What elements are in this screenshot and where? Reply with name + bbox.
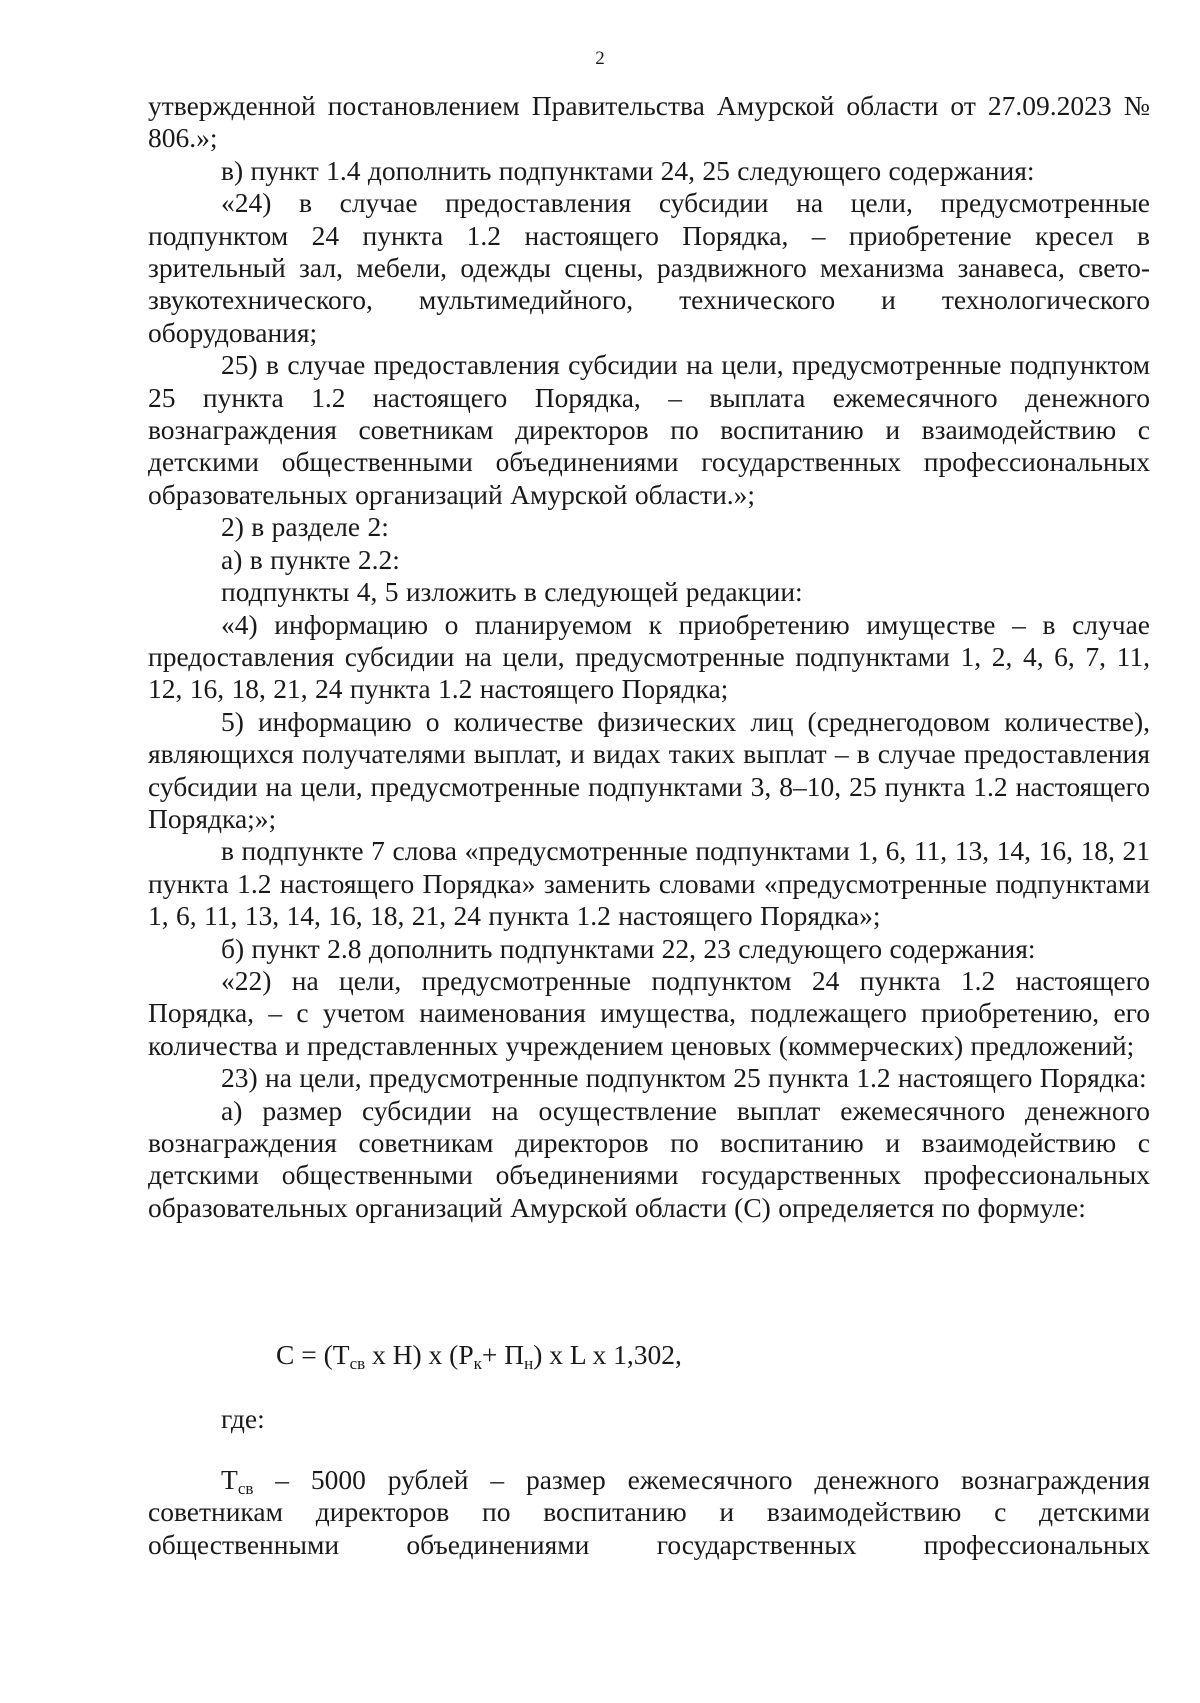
definition-text: – 5000 рублей – размер ежемесячного денежного вознаграждения советникам директоров по воспитанию и взаимодействию с детскими общественными объединениями государственных профессиональных: [148, 1464, 1150, 1560]
paragraph-subitem-22: «22) на цели, предусмотренные подпунктом 24 пункта 1.2 настоящего Порядка, – с учетом наименования имущества, подлежащего приобретению, его количества и представленных учреждением ценовых (коммерческих) предложений;: [148, 964, 1150, 1061]
paragraph-item-2-2: а) в пункте 2.2:: [221, 543, 400, 575]
definition-symbol: Т: [221, 1464, 238, 1495]
subsidy-formula: $С = (Т_{св}$ x Н) x $(Р_к+ П_н)$ x L x 1,302,: [276, 1339, 682, 1373]
paragraph-subitem-4: «4) информацию о планируемом к приобретению имуществе – в случае предоставления субсидии на цели, предусмотренные подпунктами 1, 2, 4, 6, 7, 11, 12, 16, 18, 21, 24 пункта 1.2 настоящего Порядка;: [148, 608, 1150, 705]
paragraph-subitem-23: 23) на цели, предусмотренные подпунктом 25 пункта 1.2 настоящего Порядка:: [221, 1062, 1147, 1094]
paragraph-subsidy-size: а) размер субсидии на осуществление выплат ежемесячного денежного вознаграждения советникам директоров по воспитанию и взаимодействию с детскими общественными объединениями государственных профессиональных образовательных организаций Амурской области (С) определяется по формуле:: [148, 1094, 1150, 1223]
where-label: где:: [221, 1403, 265, 1434]
paragraph-subitem-7: в подпункте 7 слова «предусмотренные подпунктами 1, 6, 11, 13, 14, 16, 18, 21 пункта 1.2 настоящего Порядка» заменить словами «предусмотренные подпунктами 1, 6, 11, 13, 14, 16, 18, 21, 24 пункта 1.2 настоящего Порядка»;: [148, 835, 1150, 932]
definition-subscript: св: [237, 1479, 254, 1498]
variable-definition: [148, 1464, 1150, 1561]
paragraph-subitems-4-5: подпункты 4, 5 изложить в следующей редакции:: [221, 576, 803, 608]
paragraph-subitem-5: 5) информацию о количестве физических лиц (среднегодовом количестве), являющихся получателями выплат, и видах таких выплат – в случае предоставления субсидии на цели, предусмотренные подпунктами 3, 8–10, 25 пункта 1.2 настоящего Порядка;»;: [148, 705, 1150, 834]
document-body: [148, 90, 1150, 1224]
paragraph-subitem-24: «24) в случае предоставления субсидии на цели, предусмотренные подпунктом 24 пункта 1.2 настоящего Порядка, – приобретение кресел в зрительный зал, мебели, одежды сцены, раздвижного механизма занавеса, свето-звукотехнического, мультимедийного, технического и технологического оборудования;: [148, 187, 1150, 348]
paragraph-item-v: в) пункт 1.4 дополнить подпунктами 24, 25 следующего содержания:: [221, 154, 1035, 186]
paragraph-section-2: 2) в разделе 2:: [221, 511, 389, 543]
paragraph-item-2-8: б) пункт 2.8 дополнить подпунктами 22, 23 следующего содержания:: [221, 932, 1036, 964]
paragraph-subitem-25: 25) в случае предоставления субсидии на цели, предусмотренные подпунктом 25 пункта 1.2 настоящего Порядка, – выплата ежемесячного денежного вознаграждения советникам директоров по воспитанию и взаимодействию с детскими общественными объединениями государственных профессиональных образовательных организаций Амурской области.»;: [148, 349, 1150, 510]
page-number: 2: [595, 48, 605, 69]
paragraph-continuation: утвержденной постановлением Правительства Амурской области от 27.09.2023 № 806.»;: [148, 90, 1150, 154]
